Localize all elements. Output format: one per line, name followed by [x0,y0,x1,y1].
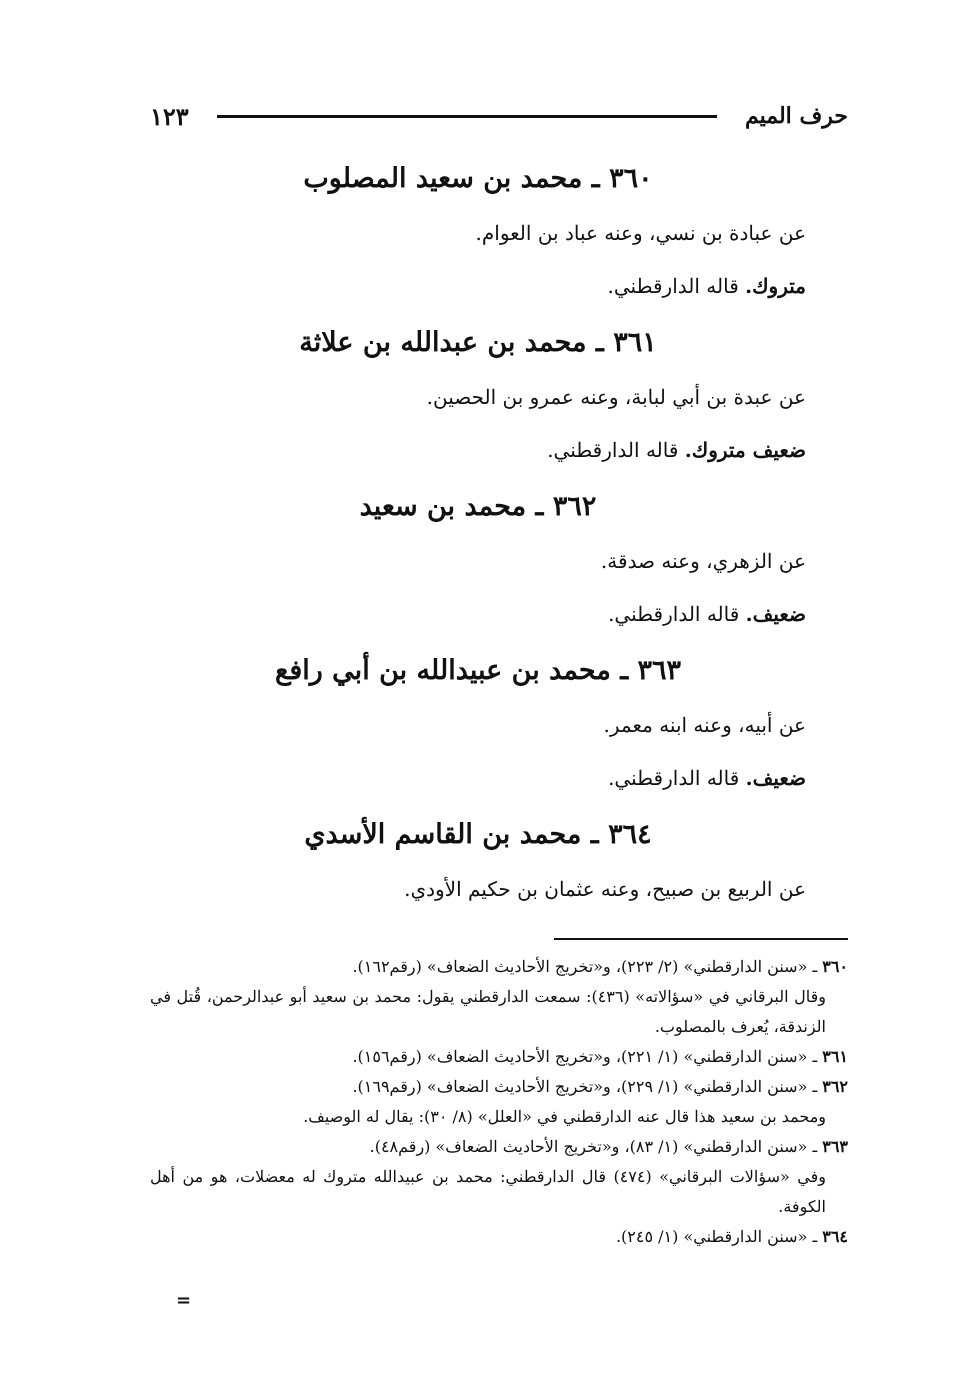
footnote-continuation: ومحمد بن سعيد هذا قال عنه الدارقطني في «العلل» (٨/ ٣٠): يقال له الوصيف. [303,1107,826,1126]
footnote-362 [150,1072,848,1102]
footnote-separator [554,938,848,940]
entry-title: ٣٦١ ـ محمد بن عبدالله بن علاثة [299,327,657,358]
footnote-364 [150,1222,848,1252]
entry-verdict [150,763,806,793]
verdict-source: قاله الدارقطني. [547,438,685,462]
verdict-grade: ضعيف متروك. [684,438,806,462]
page-number: ١٢٣ [150,101,189,131]
verdict-source: قاله الدارقطني. [608,766,746,790]
entry-narration: عن الزهري، وعنه صدقة. [600,549,806,573]
entry-narration: عن عبدة بن أبي لبابة، وعنه عمرو بن الحصين. [426,385,806,409]
footnote-number: ٣٦٤ [822,1227,848,1246]
header-rule [217,115,717,118]
entry-title: ٣٦٣ ـ محمد بن عبيدالله بن أبي رافع [274,655,682,686]
entry-363 [150,652,806,793]
entry-title: ٣٦٤ ـ محمد بن القاسم الأسدي [304,819,652,850]
footnote-text: ـ «سنن الدارقطني» (٢/ ٢٢٣)، و«تخريج الأحاديث الضعاف» (رقم١٦٢). [352,957,823,976]
footnote-361 [150,1042,848,1072]
continuation-mark: = [176,1290,192,1311]
verdict-source: قاله الدارقطني. [607,274,746,298]
entry-360 [150,160,806,301]
footnote-number: ٣٦٣ [822,1137,848,1156]
running-head: حرف الميم [744,103,848,129]
footnote-360 [150,952,848,982]
main-text [150,160,806,927]
footnote-number: ٣٦١ [822,1047,848,1066]
entry-364 [150,816,806,904]
footnotes [150,952,848,1252]
verdict-source: قاله الدارقطني. [608,602,746,626]
entry-verdict [150,271,806,301]
footnote-continuation: وفي «سؤالات البرقاني» (٤٧٤) قال الدارقطني: محمد بن عبيدالله متروك له معضلات، هو من أهل الكوفة. [150,1167,827,1216]
footnote-continuation: وقال البرقاني في «سؤالاته» (٤٣٦): سمعت الدارقطني يقول: محمد بن سعيد أبو عبدالرحمن، قُتل في الزندقة، يُعرف بالمصلوب. [150,987,826,1036]
footnote-text: ـ «سنن الدارقطني» (١/ ٨٣)، و«تخريج الأحاديث الضعاف» (رقم٤٨). [369,1137,823,1156]
footnote-363 [150,1132,848,1162]
footnote-number: ٣٦٠ [822,957,848,976]
entry-narration: عن عبادة بن نسي، وعنه عباد بن العوام. [475,221,806,245]
entry-narration: عن الربيع بن صبيح، وعنه عثمان بن حكيم الأودي. [404,877,806,901]
footnote-text: ـ «سنن الدارقطني» (١/ ٢٤٥). [615,1227,823,1246]
footnote-number: ٣٦٢ [822,1077,848,1096]
verdict-grade: ضعيف. [745,602,806,626]
entry-verdict [150,435,806,465]
entry-title: ٣٦٠ ـ محمد بن سعيد المصلوب [303,163,653,194]
entry-title: ٣٦٢ ـ محمد بن سعيد [359,491,597,522]
verdict-grade: ضعيف. [745,766,806,790]
entry-362 [150,488,806,629]
entry-361 [150,324,806,465]
footnote-text: ـ «سنن الدارقطني» (١/ ٢٢٩)، و«تخريج الأحاديث الضعاف» (رقم١٦٩). [352,1077,823,1096]
footnote-text: ـ «سنن الدارقطني» (١/ ٢٢١)، و«تخريج الأحاديث الضعاف» (رقم١٥٦). [352,1047,823,1066]
page-header [150,96,848,136]
verdict-grade: متروك. [745,274,806,298]
entry-narration: عن أبيه، وعنه ابنه معمر. [603,713,806,737]
entry-verdict [150,599,806,629]
